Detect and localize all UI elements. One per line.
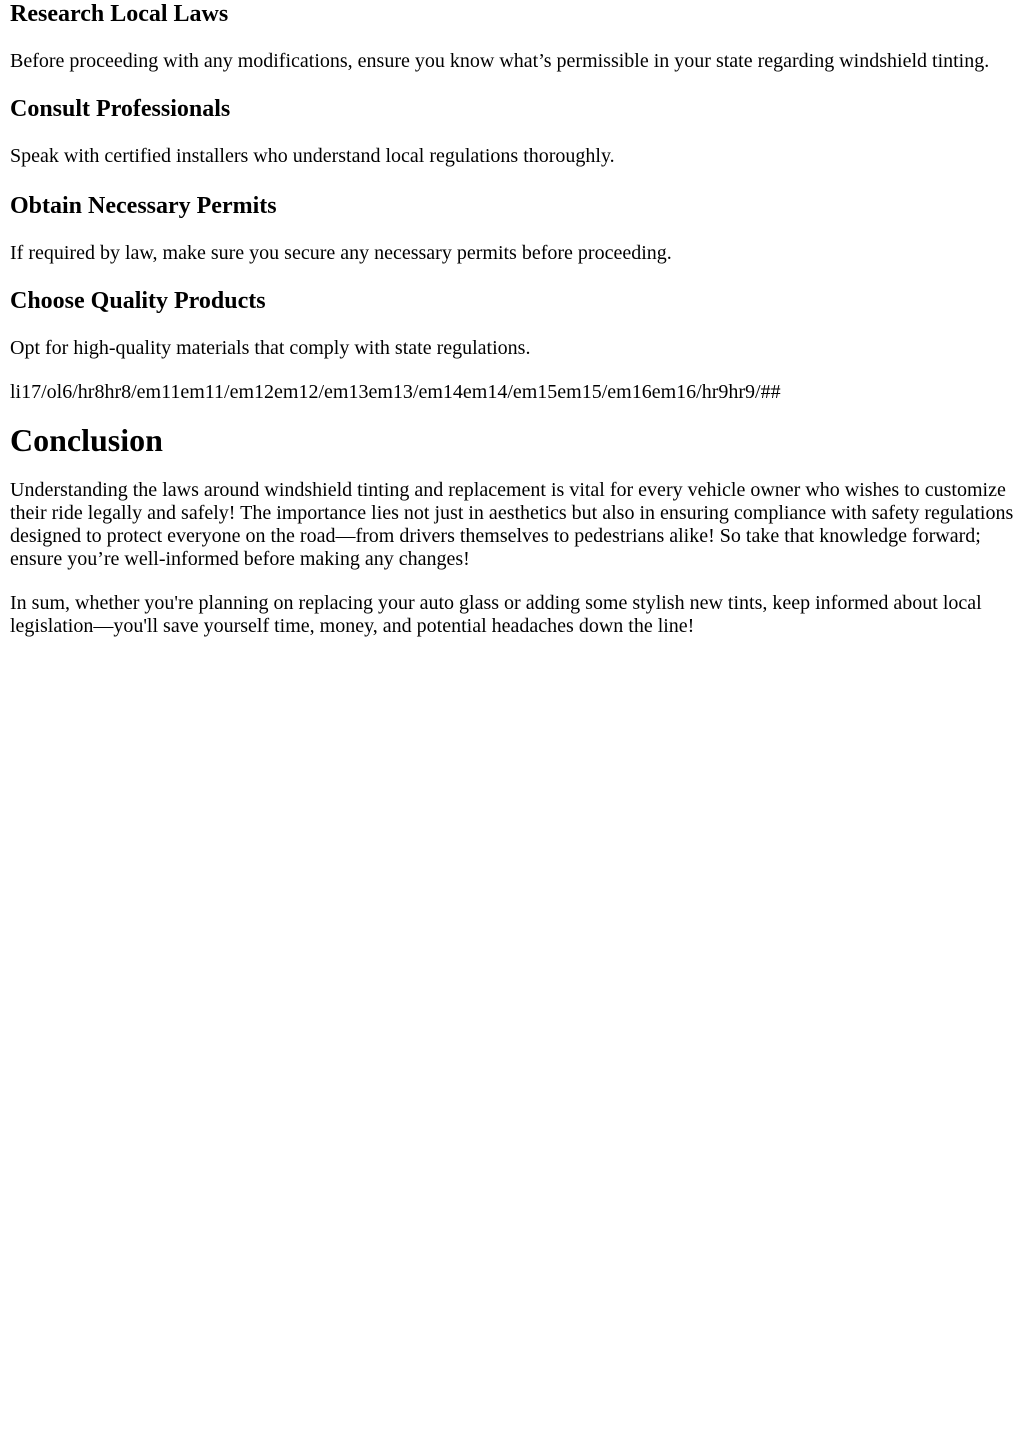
section-heading-choose-quality-products: Choose Quality Products <box>10 288 266 314</box>
conclusion-paragraph: In sum, whether you're planning on replacing your auto glass or adding some stylish new tints, keep informed about local legislation—you'll save yourself time, money, and potential headaches down the line! <box>10 592 982 637</box>
section-text-consult-professionals: Speak with certified installers who understand local regulations thoroughly. <box>10 145 615 167</box>
section-heading-consult-professionals: Consult Professionals <box>10 96 231 122</box>
markup-artifact-line: li17/ol6/hr8hr8/em11em11/em12em12/em13em13/em14em14/em15em15/em16em16/hr9hr9/## <box>10 381 781 403</box>
section-heading-obtain-permits: Obtain Necessary Permits <box>10 193 277 219</box>
section-text-obtain-permits: If required by law, make sure you secure any necessary permits before proceeding. <box>10 242 672 264</box>
article-body <box>0 0 1024 638</box>
section-text-choose-quality-products: Opt for high-quality materials that comply with state regulations. <box>10 337 531 359</box>
section-heading-research-local-laws: Research Local Laws <box>10 1 229 27</box>
conclusion-paragraph: Understanding the laws around windshield tinting and replacement is vital for every vehicle owner who wishes to customize their ride legally and safely! The importance lies not just in aesthetics but also in ensuring compliance with safety regulations designed to protect everyone on the road—from drivers themselves to pedestrians alike! So take that knowledge forward; ensure you’re well-informed before making any changes! <box>10 479 1014 570</box>
conclusion-heading: Conclusion <box>10 422 163 458</box>
section-text-research-local-laws: Before proceeding with any modifications, ensure you know what’s permissible in your state regarding windshield tinting. <box>10 50 990 72</box>
